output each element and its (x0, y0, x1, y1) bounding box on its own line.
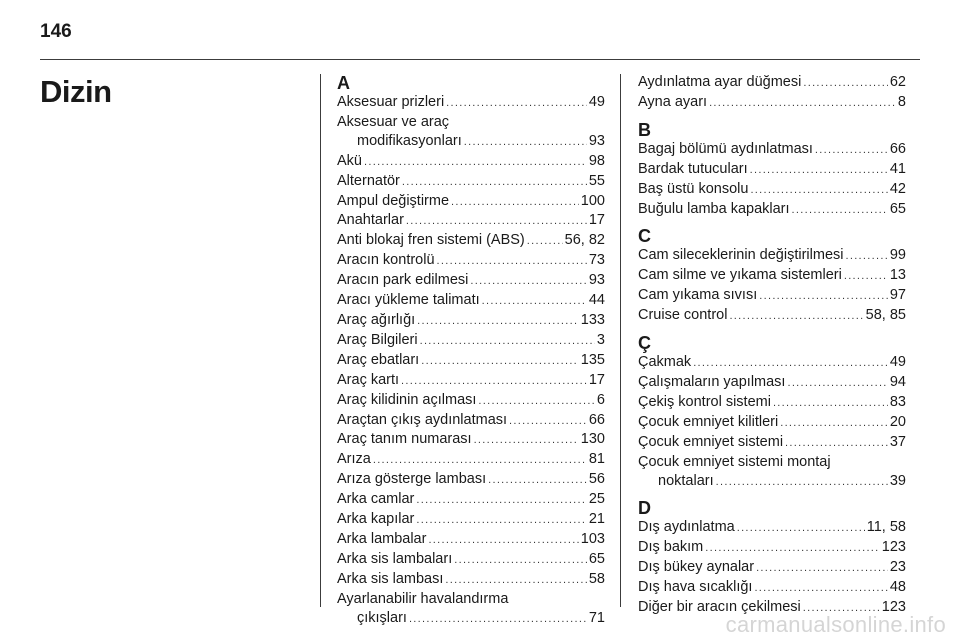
section-letter: B (638, 119, 651, 140)
entry-page-ref[interactable]: 25 (588, 491, 605, 508)
entry-line (337, 490, 605, 510)
index-entry[interactable] (337, 271, 605, 291)
entry-page-ref[interactable]: 94 (889, 373, 906, 390)
entry-page-ref[interactable]: 42 (889, 180, 906, 197)
dot-leader (416, 511, 586, 530)
entry-label: Cam yıkama sıvısı (638, 287, 758, 304)
index-entry[interactable] (337, 291, 605, 311)
entry-label: Çakmak (638, 354, 692, 371)
entry-page-ref[interactable]: 103 (580, 530, 605, 547)
index-entry[interactable] (337, 331, 605, 351)
entry-page-ref[interactable]: 98 (588, 152, 605, 169)
index-column-1 (337, 73, 605, 635)
dot-leader (756, 559, 888, 578)
dot-leader (464, 133, 587, 152)
index-entry[interactable] (337, 391, 605, 411)
entry-page-ref[interactable]: 81 (588, 451, 605, 468)
dot-leader (803, 74, 888, 93)
entry-page-ref[interactable]: 39 (889, 472, 906, 489)
entry-label: Diğer bir aracın çekilmesi (638, 599, 801, 616)
entry-label: Ayarlanabilir havalandırma (337, 590, 509, 607)
entry-line (337, 470, 605, 490)
dot-leader (815, 141, 888, 160)
dot-leader (773, 394, 888, 413)
entry-label: Dış bükey aynalar (638, 559, 755, 576)
entry-page-ref[interactable]: 56 (588, 471, 605, 488)
entry-label: Çocuk emniyet sistemi montaj (638, 453, 831, 470)
index-entry[interactable] (337, 510, 605, 530)
entry-line (337, 93, 605, 113)
index-entry[interactable] (638, 73, 906, 93)
index-entry[interactable] (337, 430, 605, 450)
entry-page-ref[interactable]: 56, 82 (564, 232, 605, 249)
dot-leader (446, 94, 587, 113)
entry-line (337, 351, 605, 371)
entry-page-ref[interactable]: 21 (588, 511, 605, 528)
index-section (638, 120, 906, 220)
entry-label: Ampul değiştirme (337, 192, 450, 209)
dot-leader (451, 193, 579, 212)
entry-label: Çocuk emniyet sistemi (638, 433, 784, 450)
entry-line (638, 246, 906, 266)
entry-label: Cruise control (638, 307, 728, 324)
index-entry[interactable] (638, 266, 906, 286)
entry-line (337, 251, 605, 271)
entry-label: Akü (337, 152, 362, 169)
dot-leader (437, 252, 587, 271)
entry-page-ref[interactable]: 65 (889, 200, 906, 217)
entry-page-ref[interactable]: 58, 85 (865, 307, 906, 324)
entry-line (337, 510, 605, 530)
entry-page-ref[interactable]: 93 (588, 132, 605, 149)
entry-page-ref[interactable]: 133 (580, 311, 605, 328)
entry-label: Araç ağırlığı (337, 311, 416, 328)
entry-label: Aksesuar prizleri (337, 94, 445, 110)
entry-line (337, 391, 605, 411)
entry-label: Cam sileceklerinin değiştirilmesi (638, 247, 844, 264)
index-entry[interactable] (337, 570, 605, 590)
dot-leader (509, 412, 587, 431)
entry-label: Arka kapılar (337, 511, 415, 528)
entry-page-ref[interactable]: 99 (889, 247, 906, 264)
entry-page-ref[interactable]: 48 (889, 579, 906, 596)
dot-leader (402, 173, 587, 192)
entry-page-ref[interactable]: 73 (588, 252, 605, 269)
entry-page-ref[interactable]: 20 (889, 413, 906, 430)
index-entry[interactable] (638, 353, 906, 373)
entry-label: Arka camlar (337, 491, 415, 508)
entry-page-ref[interactable]: 49 (588, 94, 605, 110)
index-entry[interactable] (337, 93, 605, 113)
entry-page-ref[interactable]: 62 (889, 74, 906, 90)
entry-line (337, 231, 605, 251)
entry-label: Araç kartı (337, 371, 400, 388)
entry-line (638, 518, 906, 538)
index-section (638, 73, 906, 113)
dot-leader (420, 332, 595, 351)
entry-line (337, 132, 605, 152)
index-entry[interactable] (638, 246, 906, 266)
top-rule (40, 59, 920, 60)
dot-leader (845, 247, 887, 266)
section-letter: D (638, 498, 651, 519)
entry-label: Dış aydınlatma (638, 519, 735, 536)
dot-leader (716, 473, 888, 492)
index-entry[interactable] (337, 231, 605, 251)
entry-line (638, 306, 906, 326)
entry-line (638, 160, 906, 180)
entry-label: Arka sis lambası (337, 570, 444, 587)
entry-line (638, 578, 906, 598)
index-entry[interactable] (638, 413, 906, 433)
index-column-2 (638, 73, 906, 625)
entry-line (638, 472, 906, 492)
entry-line (337, 271, 605, 291)
index-entry[interactable] (337, 152, 605, 172)
entry-label-continued: çıkışları (357, 609, 407, 626)
dot-leader (470, 272, 587, 291)
entry-line (638, 140, 906, 160)
dot-leader (364, 153, 587, 172)
index-entry[interactable] (638, 558, 906, 578)
index-entry[interactable] (638, 306, 906, 326)
entry-label: Çocuk emniyet kilitleri (638, 413, 779, 430)
entry-page-ref[interactable]: 44 (588, 292, 605, 309)
entry-page-ref[interactable]: 123 (881, 539, 906, 556)
entry-line (638, 393, 906, 413)
entry-page-ref[interactable]: 37 (889, 433, 906, 450)
dot-leader (373, 451, 587, 470)
entry-line (337, 211, 605, 231)
dot-leader (421, 352, 579, 371)
entry-label: Araç tanım numarası (337, 431, 472, 448)
entry-line (337, 172, 605, 192)
dot-leader (401, 372, 587, 391)
dot-leader (478, 392, 595, 411)
entry-label: Arka sis lambaları (337, 550, 453, 567)
page-number: 146 (40, 21, 72, 42)
entry-line (638, 266, 906, 286)
index-entry[interactable] (337, 351, 605, 371)
entry-label: Anahtarlar (337, 212, 404, 229)
entry-line (638, 286, 906, 306)
dot-leader (527, 232, 563, 251)
index-entry[interactable] (337, 371, 605, 391)
entry-label: Arıza gösterge lambası (337, 471, 487, 488)
dot-leader (780, 414, 888, 433)
index-entry[interactable] (337, 550, 605, 570)
index-entry[interactable] (337, 411, 605, 431)
index-title: Dizin (40, 74, 112, 109)
index-entry[interactable] (638, 538, 906, 558)
entry-line (337, 450, 605, 470)
index-section (638, 333, 906, 491)
entry-page-ref[interactable]: 11, 58 (866, 519, 906, 536)
index-entry[interactable] (337, 450, 605, 470)
entry-label: Araçtan çıkış aydınlatması (337, 411, 508, 428)
index-entry[interactable] (638, 518, 906, 538)
entry-line (638, 413, 906, 433)
entry-page-ref[interactable]: 55 (588, 172, 605, 189)
index-entry[interactable] (337, 311, 605, 331)
entry-line (337, 152, 605, 172)
dot-leader (787, 374, 887, 393)
entry-line (638, 433, 906, 453)
entry-label: Aksesuar ve araç (337, 113, 450, 130)
entry-line (638, 538, 906, 558)
entry-label: Arka lambalar (337, 530, 427, 547)
watermark: carmanualsonline.info (725, 612, 946, 637)
index-entry[interactable] (337, 470, 605, 490)
index-entry[interactable] (337, 192, 605, 212)
index-entry[interactable] (337, 530, 605, 550)
entry-page-ref[interactable]: 17 (588, 371, 605, 388)
index-entry[interactable] (638, 578, 906, 598)
section-letter: Ç (638, 333, 651, 354)
entry-label: Bagaj bölümü aydınlatması (638, 140, 813, 157)
entry-line (337, 530, 605, 550)
index-entry[interactable] (337, 590, 605, 629)
index-entry[interactable] (638, 373, 906, 393)
entry-label: Ayna ayarı (638, 93, 708, 110)
index-entry[interactable] (638, 433, 906, 453)
column-divider-left (320, 74, 321, 607)
entry-label: Aracın kontrolü (337, 252, 435, 269)
dot-leader (445, 571, 586, 590)
dot-leader (750, 181, 887, 200)
entry-page-ref[interactable]: 8 (897, 93, 906, 110)
index-entry[interactable] (638, 93, 906, 113)
entry-line (638, 93, 906, 113)
dot-leader (474, 431, 579, 450)
entry-label: Aydınlatma ayar düğmesi (638, 74, 802, 90)
entry-line (638, 180, 906, 200)
entry-page-ref[interactable]: 49 (889, 354, 906, 371)
index-entry[interactable] (638, 140, 906, 160)
entry-page-ref[interactable]: 58 (588, 570, 605, 587)
entry-page-ref[interactable]: 71 (588, 609, 605, 626)
entry-label: Bardak tutucuları (638, 160, 748, 177)
dot-leader (759, 287, 888, 306)
entry-label: Aracın park edilmesi (337, 272, 469, 289)
dot-leader (709, 94, 896, 113)
dot-leader (406, 212, 587, 231)
entry-page-ref[interactable]: 13 (889, 267, 906, 284)
entry-line (638, 353, 906, 373)
entry-label: Araç Bilgileri (337, 331, 418, 348)
entry-page-ref[interactable]: 23 (889, 559, 906, 576)
entry-line (638, 373, 906, 393)
entry-page-ref[interactable]: 97 (889, 287, 906, 304)
entry-page-ref[interactable]: 66 (588, 411, 605, 428)
dot-leader (482, 292, 587, 311)
entry-label: Araç ebatları (337, 351, 420, 368)
dot-leader (785, 434, 888, 453)
index-entry[interactable] (638, 200, 906, 220)
index-section (337, 73, 605, 628)
index-entry[interactable] (337, 251, 605, 271)
dot-leader (693, 354, 888, 373)
entry-line (337, 609, 605, 629)
entry-page-ref[interactable]: 41 (889, 160, 906, 177)
entry-label: Anti blokaj fren sistemi (ABS) (337, 232, 525, 249)
dot-leader (737, 519, 865, 538)
entry-label: Cam silme ve yıkama sistemleri (638, 267, 842, 284)
index-section (638, 226, 906, 326)
dot-leader (488, 471, 587, 490)
entry-page-ref[interactable]: 83 (889, 393, 906, 410)
entry-line (337, 331, 605, 351)
section-letter: A (337, 73, 350, 93)
entry-line (638, 200, 906, 220)
entry-page-ref[interactable]: 66 (889, 140, 906, 157)
dot-leader (754, 579, 887, 598)
entry-line (337, 411, 605, 431)
entry-line (337, 311, 605, 331)
entry-label: Baş üstü konsolu (638, 180, 749, 197)
index-section (638, 498, 906, 618)
dot-leader (705, 539, 880, 558)
dot-leader (792, 201, 888, 220)
entry-page-ref[interactable]: 6 (596, 391, 605, 408)
entry-page-ref[interactable]: 3 (596, 331, 605, 348)
index-entry[interactable] (337, 211, 605, 231)
index-entry[interactable] (638, 393, 906, 413)
index-entry[interactable] (638, 160, 906, 180)
index-entry[interactable] (638, 180, 906, 200)
index-entry[interactable] (337, 172, 605, 192)
entry-label: Çalışmaların yapılması (638, 373, 786, 390)
entry-line (337, 430, 605, 450)
entry-label: Buğulu lamba kapakları (638, 200, 790, 217)
entry-page-ref[interactable]: 123 (881, 599, 906, 616)
entry-page-ref[interactable]: 135 (580, 351, 605, 368)
dot-leader (417, 312, 579, 331)
column-divider-right (620, 74, 621, 607)
dot-leader (844, 267, 888, 286)
dot-leader (750, 161, 888, 180)
index-entry[interactable] (337, 490, 605, 510)
entry-label: Araç kilidinin açılması (337, 391, 477, 408)
dot-leader (428, 531, 578, 550)
entry-page-ref[interactable]: 100 (580, 192, 605, 209)
dot-leader (454, 551, 587, 570)
entry-label: Arıza (337, 451, 371, 468)
entry-page-ref[interactable]: 130 (580, 431, 605, 448)
entry-label: Çekiş kontrol sistemi (638, 393, 771, 410)
entry-line (638, 73, 906, 93)
entry-label-continued: noktaları (658, 472, 714, 489)
entry-page-ref[interactable]: 17 (588, 212, 605, 229)
dot-leader (409, 610, 587, 629)
index-entry[interactable] (638, 286, 906, 306)
entry-label: Dış bakım (638, 539, 704, 556)
entry-page-ref[interactable]: 93 (588, 272, 605, 289)
index-entry[interactable] (337, 113, 605, 152)
dot-leader (416, 491, 587, 510)
entry-page-ref[interactable]: 65 (588, 550, 605, 567)
section-letter: C (638, 226, 651, 247)
dot-leader (729, 307, 863, 326)
entry-line (638, 558, 906, 578)
entry-label-continued: modifikasyonları (357, 132, 462, 149)
entry-line (337, 371, 605, 391)
entry-label: Alternatör (337, 172, 400, 189)
entry-label: Aracı yükleme talimatı (337, 292, 480, 309)
entry-label: Dış hava sıcaklığı (638, 579, 753, 596)
entry-line (337, 550, 605, 570)
index-entry[interactable] (638, 453, 906, 492)
entry-line (337, 570, 605, 590)
entry-line (337, 192, 605, 212)
entry-line (337, 291, 605, 311)
